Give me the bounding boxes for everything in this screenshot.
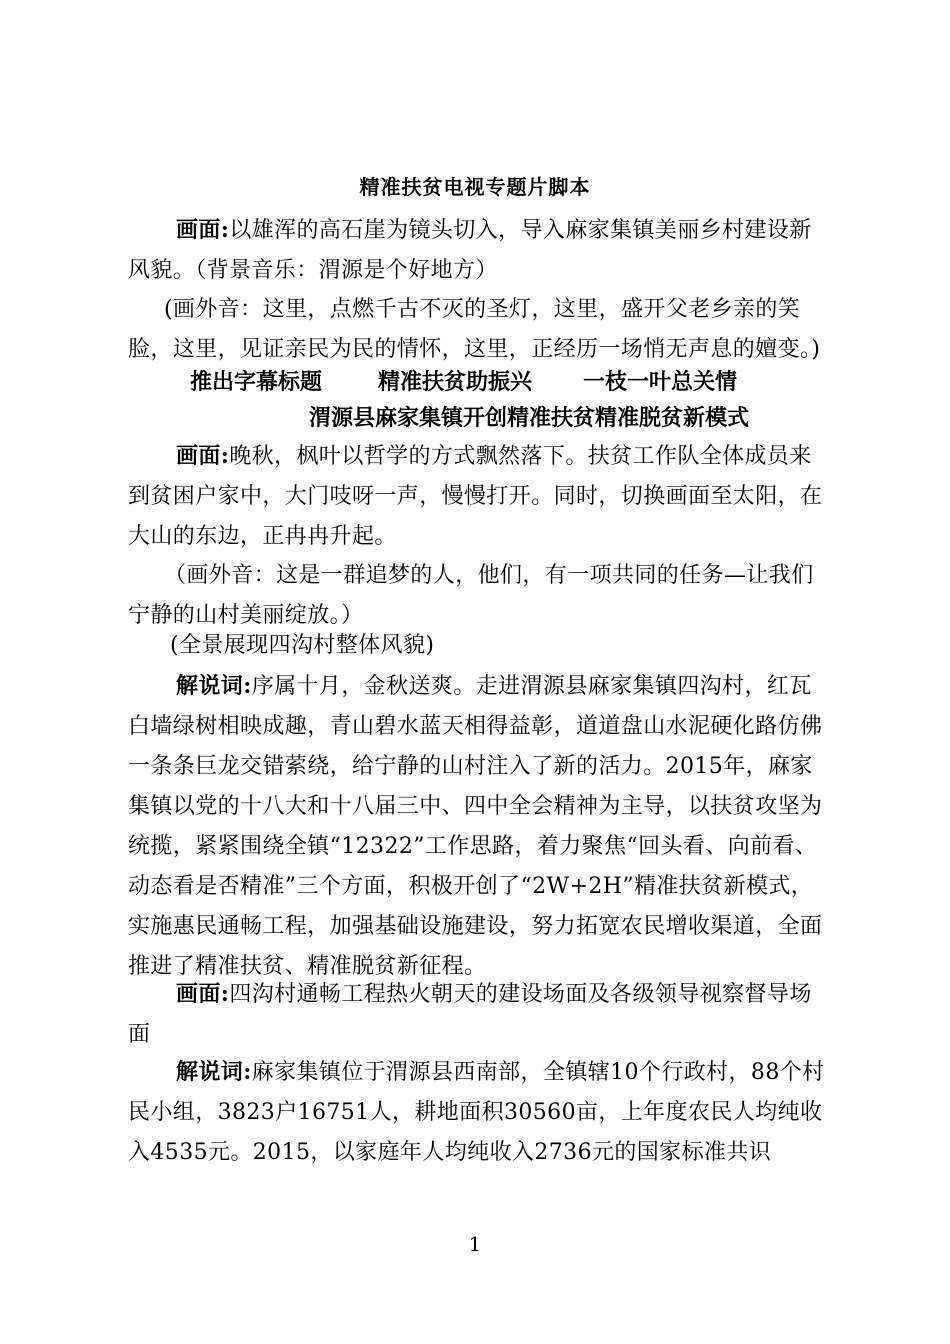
- scene-3-label: 画面:: [176, 981, 230, 1007]
- scene-2-paragraph: [128, 436, 828, 557]
- scene-1-text: 以雄浑的高石崖为镜头切入，导入麻家集镇美丽乡村建设新风貌。（背景音乐：渭源是个好地方）: [128, 218, 812, 283]
- document-title: 精准扶贫电视专题片脚本: [359, 175, 591, 199]
- scene-3-text: 四沟村通畅工程热火朝天的建设场面及各级领导视察督导场面: [128, 982, 812, 1047]
- scene-1-label: 画面:: [176, 217, 230, 243]
- scene-2-label: 画面:: [176, 443, 230, 469]
- panorama-note: (全景展现四沟村整体风貌): [170, 633, 435, 658]
- page-number: 1: [468, 1232, 482, 1256]
- narration-2-paragraph: [128, 1052, 828, 1173]
- subtitle-second: 一枝一叶总关情: [583, 369, 738, 395]
- voiceover-2-paragraph: （画外音：这是一群追梦的人，他们，有一项共同的任务—让我们宁静的山村美丽绽放。）: [128, 563, 814, 628]
- scene-2-text: 晚秋，枫叶以哲学的方式飘然落下。扶贫工作队全体成员来到贫困户家中，大门吱呀一声，慢慢打开。同时，切换画面至太阳，在大山的东边，正冉冉升起。: [128, 444, 823, 549]
- scene-1-paragraph: [128, 210, 828, 291]
- narration-1-paragraph: [128, 666, 828, 987]
- narration-2-label: 解说词:: [176, 1059, 252, 1085]
- narration-2-text: 麻家集镇位于渭源县西南部，全镇辖10个行政村，88个村民小组，3823户16751人，耕地面积30560亩，上年度农民人均纯收入4535元。2015，以家庭年人均纯收入2736元的国家标准共识: [128, 1060, 825, 1165]
- narration-1-label: 解说词:: [176, 673, 252, 699]
- narration-1-text: 序属十月，金秋送爽。走进渭源县麻家集镇四沟村，红瓦白墙绿树相映成趣，青山碧水蓝天相得益彰，道道盘山水泥硬化路仿佛一条条巨龙交错萦绕，给宁静的山村注入了新的活力。2015年，麻家集镇以党的十八大和十八届三中、四中全会精神为主导，以扶贫攻坚为统揽，紧紧围绕全镇“12322”工作思路，着力聚焦“回头看、向前看、动态看是否精准”三个方面，积极开创了“2W+2H”精准扶贫新模式，实施惠民通畅工程，加强基础设施建设，努力拓宽农民增收渠道，全面推进了精准扶贫、精准脱贫新征程。: [128, 674, 823, 979]
- subtitle-third: 渭源县麻家集镇开创精准扶贫精准脱贫新模式: [309, 405, 750, 431]
- subtitle-main: 精准扶贫助振兴: [378, 369, 533, 395]
- scene-3-paragraph: [128, 974, 828, 1055]
- voiceover-1-paragraph: (画外音：这里，点燃千古不灭的圣灯，这里，盛开父老乡亲的笑脸，这里，见证亲民为民的情怀，这里，正经历一场悄无声息的嬗变。): [128, 297, 821, 362]
- subtitle-intro: 推出字幕标题: [190, 369, 323, 395]
